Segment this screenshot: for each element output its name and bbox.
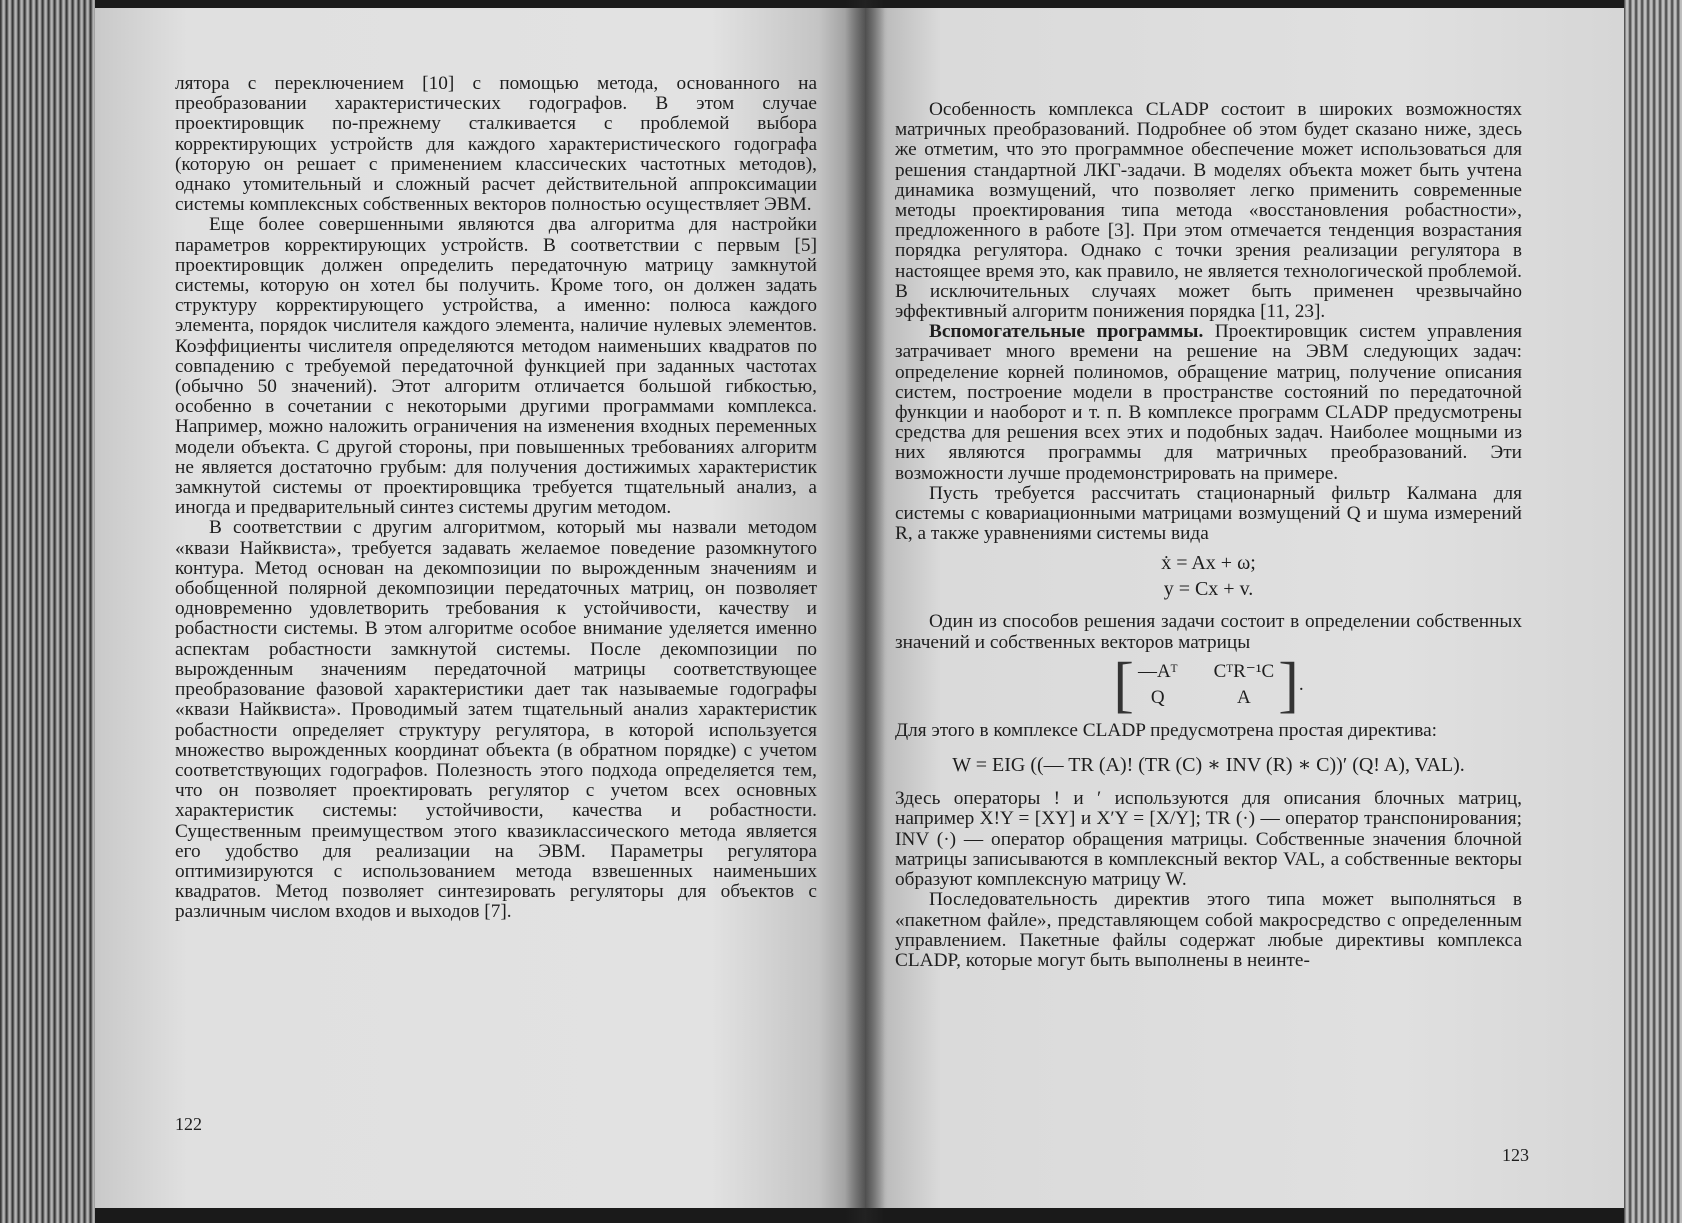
right-bracket: ] — [1278, 650, 1299, 719]
right-paragraph-3: Пусть требуется рассчитать стационарный фильтр Калмана для системы с ковариационными матрицами возмущений Q и шума измерений R, а также уравнениями системы вида — [895, 482, 1522, 545]
left-paragraph-1: лятора с переключением [10] с помощью метода, основанного на преобразовании характеристических годографов. В этом случае проектировщик по-прежнему сталкивается с проблемой выбора корректирующих устройств для каждого характеристического годографа (которую он решает с применением классических частотных методов), однако утомительный и сложный расчет действительной аппроксимации системы комплексных собственных векторов полностью осуществляет ЭВМ. — [175, 73, 817, 216]
page-edges-right — [1624, 0, 1682, 1223]
block-matrix — [895, 650, 1522, 719]
right-paragraph-2 — [895, 322, 1522, 484]
right-paragraph-1: Особенность комплекса CLADP состоит в широких возможностях матричных преобразований. Подробнее об этом будет сказано ниже, здесь же отметим, что это программное обеспечение может использоваться для решения стандартной ЛКГ-задачи. В моделях объекта может быть учтена динамика возмущений, что позволяет легко применить современные методы проектирования типа метода «восстановления робастности», предложенного в работе [3]. При этом отмечается тенденция возрастания порядка регулятора. Однако с точки зрения реализации регулятора в настоящее время это, как правило, не является технологической проблемой. В исключительных случаях может быть применен чрезвычайно эффективный алгоритм понижения порядка [11, 23]. — [895, 99, 1522, 323]
left-paragraph-3: В соответствии с другим алгоритмом, который мы назвали методом «квази Найквиста», требуется задавать желаемое поведение разомкнутого контура. Метод основан на декомпозиции по вырожденным значениям и обобщенной полярной декомпозиции передаточных матриц, он позволяет одновременно удовлетворить требования к устойчивости, качеству и робастности системы. В этом алгоритме особое внимание уделяется именно аспектам робастности замкнутой системы. После декомпозиции по вырожденным значениям передаточной матрицы соответствующее преобразование фазовой характеристики дает так называемые годографы «квази Найквиста». Проводимый затем тщательный анализ характеристик робастности определяет структуру регулятора, в которой используется множество вырожденных координат объекта (в обратном порядке) с учетом соответствующих годографов. Полезность этого подхода определяется тем, что он позволяет проектировать регулятор с учетом всех основных характеристик системы: устойчивости, качества и робастности. Существенным преимуществом этого квазиклассического метода является его удобство для реализации на ЭВМ. Параметры регулятора оптимизируются с использованием метода взвешенных наименьших квадратов. Метод позволяет синтезировать регуляторы для объектов с различным числом входов и выходов [7]. — [175, 517, 817, 923]
left-page-number: 122 — [175, 1114, 202, 1134]
section-heading: Вспомогательные программы. — [929, 321, 1204, 343]
page-edges-left — [0, 0, 95, 1223]
state-equation: ẋ = Ax + ω; — [1161, 552, 1256, 575]
matrix-cell-11: —Aᵀ — [1137, 660, 1178, 682]
eig-directive: W = EIG ((— TR (A)! (TR (C) ∗ INV (R) ∗ C))′ (Q! A), VAL). — [952, 754, 1465, 777]
left-page — [95, 8, 865, 1208]
matrix-cell-22: A — [1237, 686, 1251, 708]
right-page-number: 123 — [1502, 1145, 1529, 1165]
system-equations — [895, 550, 1522, 602]
matrix-period: . — [1298, 673, 1304, 695]
right-page-text — [895, 100, 1522, 971]
output-equation: y = Cx + v. — [1163, 578, 1254, 601]
right-paragraph-7: Последовательность директив этого типа может выполняться в «пакетном файле», представляющем собой макросредство с определенным управлением. Пакетные файлы содержат любые директивы комплекса CLADP, которые могут быть выполнены в неинте- — [895, 889, 1522, 971]
left-page-text — [175, 74, 817, 923]
right-paragraph-6: Здесь операторы ! и ′ используются для описания блочных матриц, например X!Y = [XY] и X′Y = [X/Y]; TR (·) — оператор транспонирования; INV (·) — оператор обращения матрицы. Собственные значения блочной матрицы записываются в комплексный вектор VAL, а собственные векторы образуют комплексную матрицу W. — [895, 788, 1522, 891]
right-paragraph-4: Один из способов решения задачи состоит в определении собственных значений и собственных векторов матрицы — [895, 611, 1522, 653]
matrix-cell-21: Q — [1150, 686, 1165, 708]
right-paragraph-2-body: Проектировщик систем управления затрачивает много времени на решение на ЭВМ следующих задач: определение корней полиномов, обращение матриц, получение описания систем, построение модели в пространстве состояний по передаточной функции и наоборот и т. п. В комплексе программ CLADP предусмотрены средства для решения всех этих и подобных задач. Наиболее мощными из них являются программы для матричных преобразований. Эти возможности лучше продемонстрировать на примере. — [895, 321, 1522, 484]
left-paragraph-2: Еще более совершенными являются два алгоритма для настройки параметров корректирующих устройств. В соответствии с первым [5] проектировщик должен определить передаточную матрицу замкнутой системы, которую он хотел бы получить. Кроме того, он должен задать структуру корректирующего устройства, а именно: полюса каждого элемента, порядок числителя каждого элемента, наличие нулевых элементов. Коэффициенты числителя определяются методом наименьших квадратов по совпадению с требуемой передаточной функцией при заданных частотах (обычно 50 значений). Этот алгоритм отличается большой гибкостью, особенно в сочетании с некоторыми другими программами комплекса. Например, можно наложить ограничения на изменения входных переменных модели объекта. С другой стороны, при повышенных требованиях алгоритм не является достаточно грубым: для получения достижимых характеристик замкнутой системы от проектировщика требуется тщательный анализ, а иногда и предварительный синтез системы другим методом. — [175, 214, 817, 519]
matrix-cell-12: CᵀR⁻¹C — [1213, 660, 1275, 682]
right-page — [865, 8, 1624, 1208]
matrix-cells — [1134, 660, 1278, 710]
right-paragraph-5: Для этого в комплексе CLADP предусмотрена простая директива: — [895, 719, 1438, 741]
left-bracket: [ — [1113, 650, 1134, 719]
book-gutter — [845, 0, 885, 1223]
